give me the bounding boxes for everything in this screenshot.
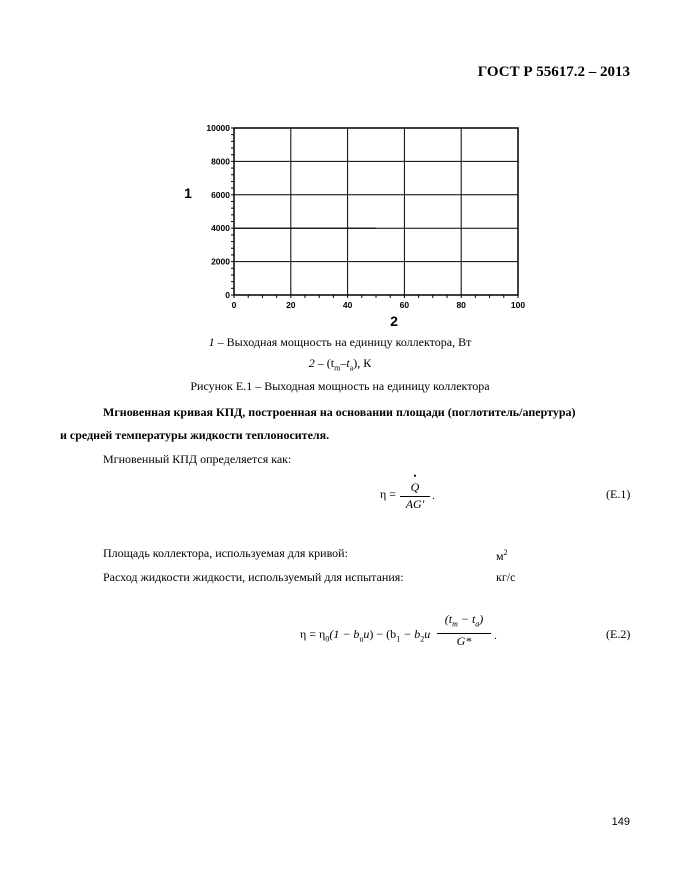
equation-e2-body: $\eta = \eta_0(1 - b_uu) - (b_1 - b_2u$ (300, 627, 431, 644)
legend-1-text: – Выходная мощность на единицу коллектора, Вт (214, 335, 472, 349)
chart-svg (180, 118, 540, 333)
intro-text: Мгновенный КПД определяется как: (103, 452, 292, 466)
equation-e2-denominator: G* (456, 634, 472, 649)
y-tick-label-3: 6000 (211, 189, 230, 200)
y-tick-label-0: 0 (225, 290, 230, 300)
equation-e1-denominator: AG′ (405, 497, 425, 511)
x-tick-label-3: 60 (399, 300, 410, 310)
figure-caption: Рисунок Е.1 – Выходная мощность на единицу коллектора (190, 379, 490, 393)
equation-e2-tail: . (494, 628, 497, 642)
y-tick-label-2: 4000 (211, 223, 230, 234)
legend-2-sub-m: m (334, 363, 341, 373)
legend-2-text-a: – (t (314, 356, 335, 370)
x-tick-label-2: 40 (342, 300, 353, 310)
equation-e1-number: (Е.1) (606, 487, 631, 501)
y-tick-label-4: 8000 (211, 156, 230, 167)
equation-e2-number: (Е.2) (606, 627, 631, 641)
power-output-chart (180, 118, 540, 333)
equation-e1-lhs: η = (380, 487, 397, 501)
param-area-label: Площадь коллектора, используемая для кривой: (103, 546, 348, 560)
equation-e1-dot: • (413, 471, 417, 481)
equation-e1-tail: . (432, 488, 435, 502)
equation-e2-numerator: $(t_m - t_a)$ (444, 612, 484, 629)
legend-line-1 (0, 335, 680, 350)
y-tick-label-1: 2000 (211, 256, 230, 267)
y-axis-number: 1 (184, 185, 192, 201)
param-flow-label: Расход жидкости жидкости, используемый для испытания: (103, 570, 404, 584)
page-number: 149 (611, 816, 630, 828)
equation-e1-fraction (400, 472, 430, 512)
x-tick-label-5: 100 (510, 300, 526, 310)
legend-2-number: 2 (308, 356, 315, 370)
legend-2-text-b: ), К (353, 356, 372, 370)
legend-1-number: 1 (208, 335, 215, 349)
equation-e1-numerator: Q (410, 480, 420, 494)
plot-frame (234, 128, 518, 295)
equation-e2-fraction (437, 612, 491, 649)
y-tick-label-5: 10000 (206, 123, 230, 133)
param-area-unit: $м^2$ (496, 548, 508, 563)
param-flow-unit: кг/с (496, 570, 516, 584)
legend-line-2 (0, 356, 680, 372)
section-heading-line-2: и средней температуры жидкости теплоносителя. (60, 428, 330, 442)
x-tick-label-0: 0 (231, 300, 237, 310)
x-tick-label-1: 20 (286, 300, 296, 310)
section-heading-line-1: Мгновенная кривая КПД, построенная на основании площади (поглотитель/апертура) (103, 405, 576, 419)
x-axis-number: 2 (390, 313, 398, 329)
legend-2-t: t (346, 356, 350, 370)
x-tick-label-4: 80 (456, 300, 466, 310)
legend-2-sub-a: a (349, 363, 354, 373)
legend-2-dash: – (340, 356, 347, 370)
document-header: ГОСТ Р 55617.2 – 2013 (477, 64, 630, 80)
